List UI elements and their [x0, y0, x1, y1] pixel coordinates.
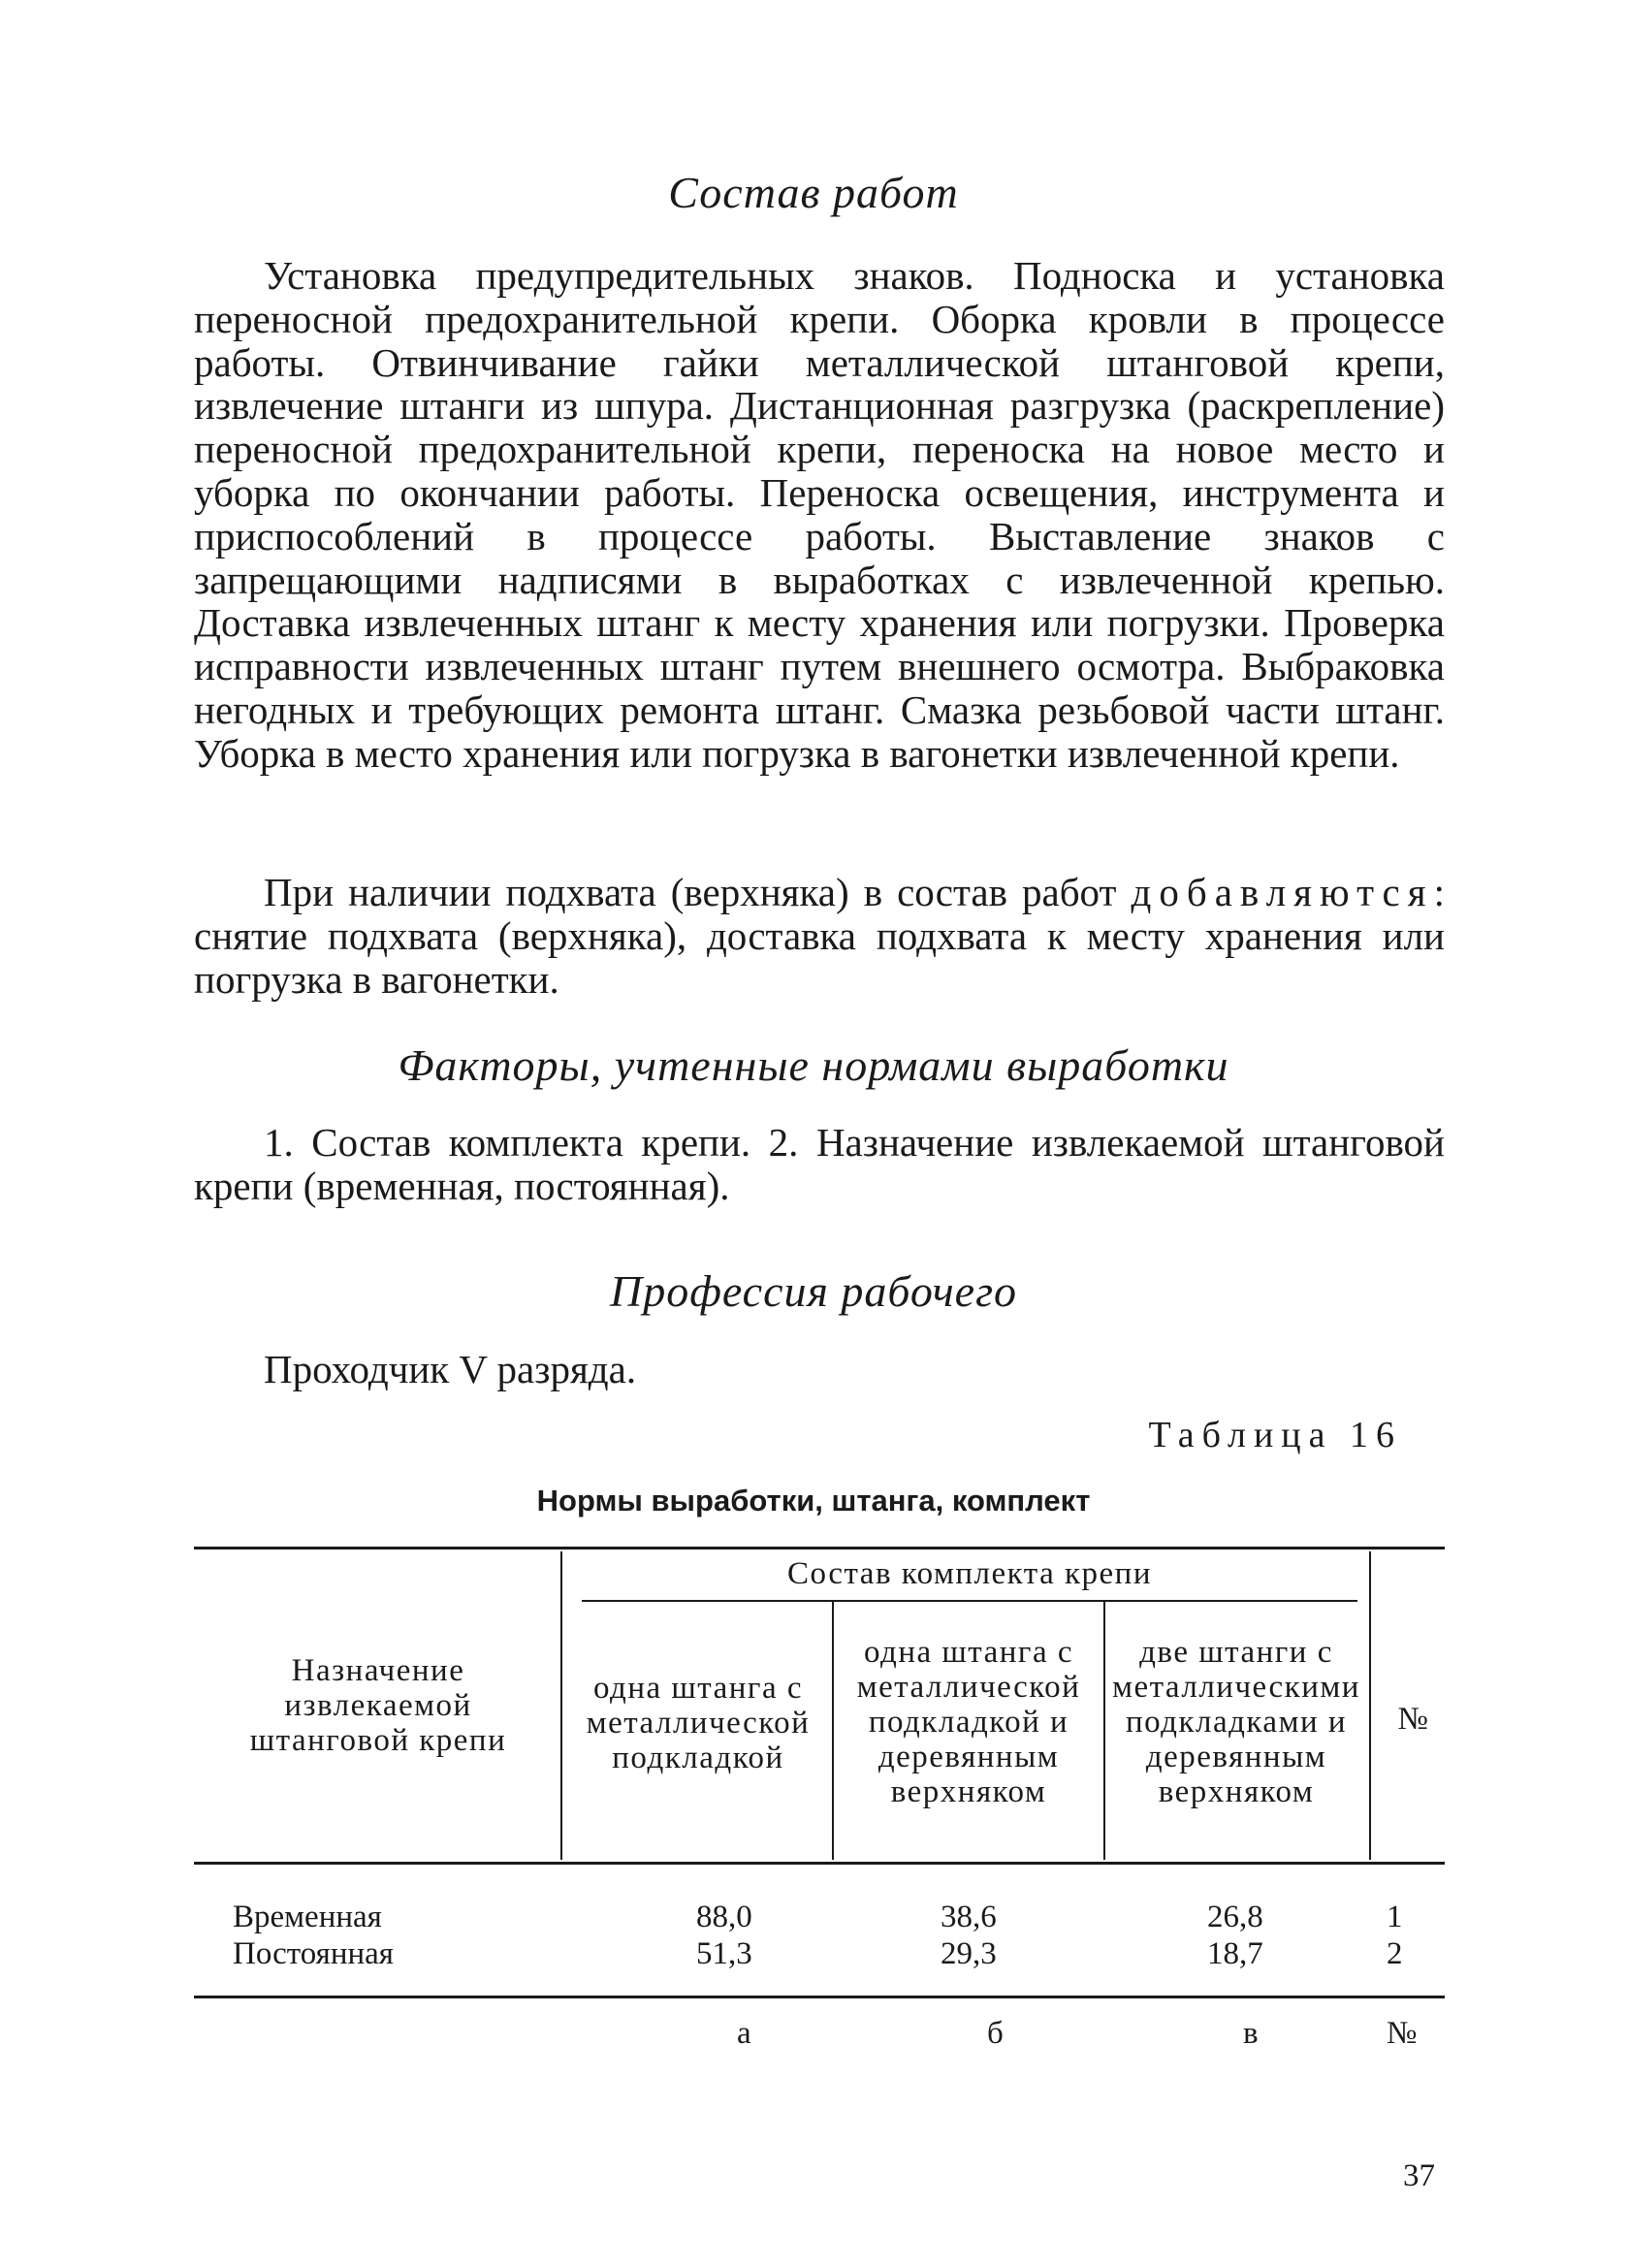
- page-number: 37: [1403, 2158, 1435, 2193]
- table-label: Таблица 16: [1148, 1415, 1402, 1455]
- row-value-a: 51,3: [696, 1936, 752, 1971]
- table-divider-2: [832, 1602, 834, 1860]
- row-number: 2: [1387, 1936, 1403, 1971]
- table-bottom-rule: [194, 1996, 1445, 1998]
- row-value-a: 88,0: [696, 1900, 752, 1934]
- number-header: №: [1397, 1702, 1430, 1737]
- column-header-a: одна штанга с металлической подкладкой: [586, 1671, 811, 1775]
- footer-label-a: а: [737, 2016, 751, 2051]
- addition-emphasis: добавляются: [1131, 870, 1434, 914]
- table-top-rule: [194, 1547, 1445, 1549]
- row-number: 1: [1387, 1900, 1403, 1934]
- footer-label-c: в: [1243, 2016, 1259, 2051]
- row-value-b: 38,6: [941, 1900, 997, 1934]
- row-name: Постоянная: [233, 1936, 394, 1971]
- row-value-b: 29,3: [941, 1936, 997, 1971]
- addition-text-end: : снятие подхвата (верхняка), доставка подхвата к месту хранения или погрузка в вагонетки.: [194, 870, 1445, 1002]
- table-title: Нормы выработки, штанга, комплект: [536, 1484, 1091, 1517]
- heading-composition: Состав работ: [668, 168, 959, 217]
- addition-text-start: При наличии подхвата (верхняка) в состав работ: [264, 870, 1132, 914]
- footer-number: №: [1387, 2016, 1418, 2051]
- row-name: Временная: [233, 1900, 382, 1934]
- table-divider-1: [560, 1551, 562, 1860]
- column-header-c: две штанги с металлическими подкладками и деревянным верхняком: [1112, 1635, 1360, 1809]
- paragraph-addition: [194, 871, 1445, 1001]
- footer-label-b: б: [987, 2016, 1004, 2051]
- paragraph-profession: Проходчик V разряда.: [264, 1347, 637, 1391]
- paragraph-composition: Установка предупредительных знаков. Поднoска и установка переносной предохранительной крепи. Оборка кровли в процессе работы. Отвинчивание гайки металлической штанговой крепи, извлечение штанги из шпура. Дистанционная разгрузка (раскрепление) переносной предохранительной крепи, переноска на новое место и уборка по окончании работы. Переноска освещения, инструмента и приспособлений в процессе работы. Выставление знаков с запрещающими надписями в выработках с извлеченной крепью. Доставка извлеченных штанг к месту хранения или погрузки. Проверка исправности извлеченных штанг путем внешнего осмотра. Выбраковка негодных и требующих ремонта штанг. Смазка резьбовой части штанг. Уборка в место хранения или погрузка в вагонетки извлеченной крепи.: [194, 253, 1445, 776]
- heading-profession: Профессия рабочего: [609, 1266, 1018, 1316]
- row-header-label: Назначение извлекаемой штанговой крепи: [249, 1653, 507, 1758]
- row-value-c: 18,7: [1207, 1936, 1263, 1971]
- group-header-label: Состав комплекта крепи: [787, 1556, 1152, 1591]
- table-divider-4: [1369, 1551, 1371, 1860]
- row-value-c: 26,8: [1207, 1900, 1263, 1934]
- heading-factors: Факторы, учтенные нормами выработки: [398, 1040, 1229, 1090]
- column-header-b: одна штанга с металлической подкладкой и деревянным верхняком: [856, 1635, 1081, 1809]
- table-divider-3: [1103, 1602, 1105, 1860]
- paragraph-factors: 1. Состав комплекта крепи. 2. Назначение извлекаемой штанговой крепи (временная, постоянная).: [194, 1120, 1445, 1208]
- table-header-rule: [194, 1862, 1445, 1865]
- group-header-rule: [582, 1600, 1357, 1602]
